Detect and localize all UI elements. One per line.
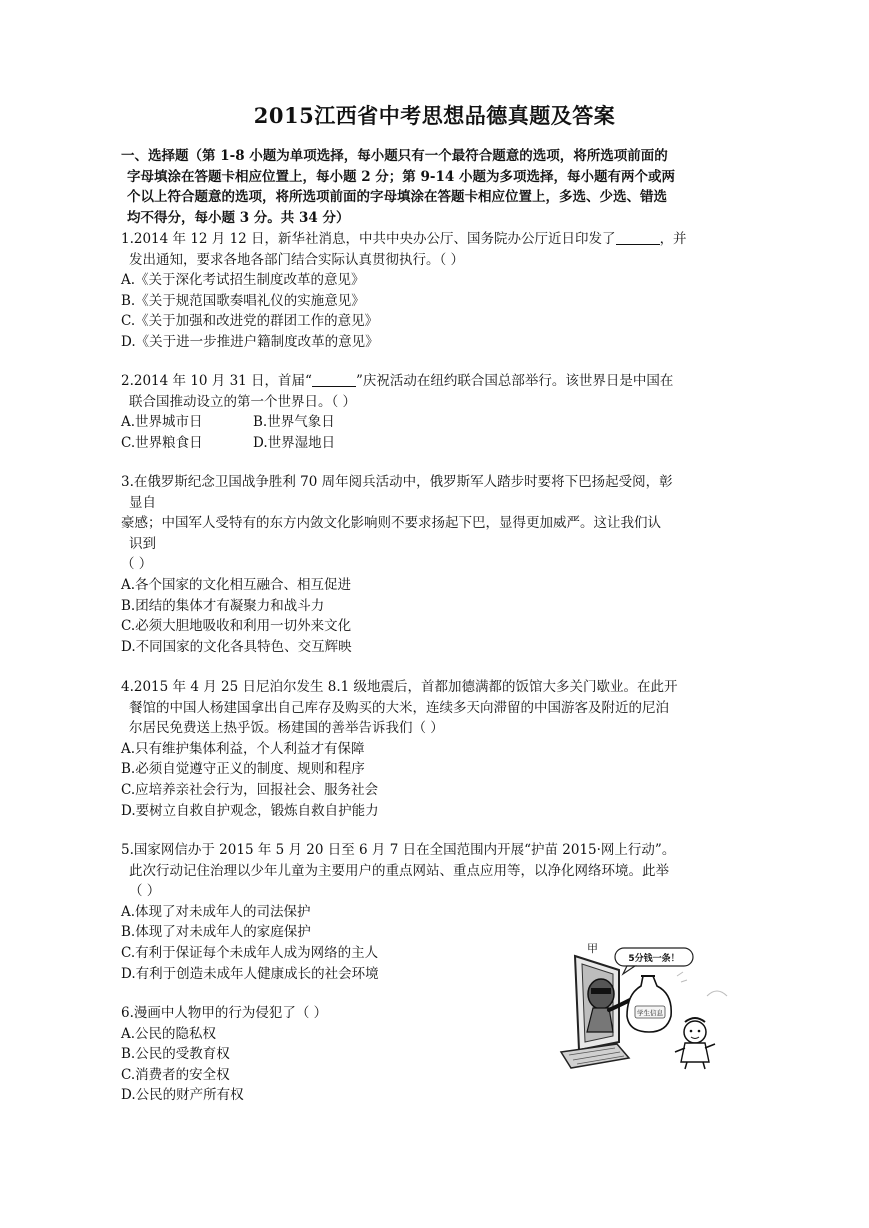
question-stem: 4.2015 年 4 月 25 日尼泊尔发生 8.1 级地震后，首都加德满都的饭馆大多关门歇业。在此开: [121, 679, 678, 695]
bubble-text: 5分钱一条！: [628, 954, 680, 964]
question-2: [121, 371, 741, 453]
question-stem: 识到: [129, 535, 156, 552]
answer-blank: [312, 372, 356, 387]
question-stem: 5.国家网信办于 2015 年 5 月 20 日至 6 月 7 日在全国范围内开展“护苗 2015·网上行动”。: [121, 842, 676, 858]
option-c: C.《关于加强和改进党的群团工作的意见》: [121, 313, 379, 330]
question-1: [121, 229, 741, 353]
stem-text: 2.2014 年 10 月 31 日，首届“: [121, 373, 312, 389]
question-stem: 发出通知，要求各地各部门结合实际认真贯彻执行。（ ）: [129, 251, 465, 268]
option-d: D.有利于创造未成年人健康成长的社会环境: [121, 965, 379, 982]
page-title: 2015江西省中考思想品德真题及答案: [253, 103, 616, 128]
child-figure: [684, 1021, 706, 1043]
option-a: A.世界城市日: [121, 414, 203, 431]
option-d: D.世界湿地日: [253, 434, 336, 451]
option-c: C.必须大胆地吸收和利用一切外来文化: [121, 618, 352, 635]
option-c: C.消费者的安全权: [121, 1066, 230, 1083]
option-d: D.不同国家的文化各具特色、交互辉映: [121, 638, 352, 655]
cartoon-illustration: [557, 936, 737, 1070]
question-stem: 餐馆的中国人杨建国拿出自己库存及购买的大米，连续多天向滞留的中国游客及附近的尼泊: [129, 699, 669, 716]
question-4: [121, 677, 741, 821]
stem-text: ”庆祝活动在纽约联合国总部举行。该世界日是中国在: [355, 373, 674, 389]
option-row: [121, 433, 741, 454]
instruction-line: 字母填涂在答题卡相应位置上，每小题 2 分；第 9-14 小题为多项选择，每小题有两个或两: [127, 168, 675, 185]
option-d: D.《关于进一步推进户籍制度改革的意见》: [121, 333, 379, 350]
question-stem: 联合国推动设立的第一个世界日。（ ）: [129, 393, 357, 410]
question-stem: 尔居民免费送上热乎饭。杨建国的善举告诉我们（ ）: [129, 720, 444, 737]
option-a: A.《关于深化考试招生制度改革的意见》: [121, 272, 365, 289]
section-instructions: [121, 146, 741, 228]
option-c: C.世界粮食日: [121, 434, 203, 451]
stem-text: ，并: [659, 231, 687, 247]
option-b: B.世界气象日: [253, 414, 335, 431]
option-b: B.团结的集体才有凝聚力和战斗力: [121, 597, 325, 614]
bag-icon: [627, 976, 671, 1032]
instruction-line: 一、选择题（第 1-8 小题为单项选择，每小题只有一个最符合题意的选项，将所选项前面的: [121, 148, 668, 164]
stem-text: 1.2014 年 12 月 12 日，新华社消息，中共中央办公厅、国务院办公厅近日印发了: [121, 231, 616, 247]
question-stem: 此次行动记住治理以少年儿童为主要用户的重点网站、重点应用等，以净化网络环境。此举: [129, 862, 669, 879]
option-c: C.有利于保证每个未成年人成为网络的主人: [121, 944, 379, 961]
option-b: B.体现了对未成年人的家庭保护: [121, 924, 311, 941]
instruction-line: 个以上符合题意的选项，将所选项前面的字母填涂在答题卡相应位置上，多选、少选、错选: [127, 189, 667, 205]
instruction-line: 均不得分，每小题 3 分。共 34 分）: [127, 209, 350, 226]
option-a: A.只有维护集体利益，个人利益才有保障: [121, 740, 365, 757]
question-3: [121, 472, 741, 657]
option-b: B.必须自觉遵守正义的制度、规则和程序: [121, 761, 365, 778]
question-stem: （ ）: [129, 883, 161, 900]
question-stem: 显自: [129, 494, 156, 511]
option-a: A.公民的隐私权: [121, 1025, 217, 1042]
question-stem: [121, 371, 741, 392]
option-b: B.《关于规范国歌奏唱礼仪的实施意见》: [121, 292, 365, 309]
question-stem: 3.在俄罗斯纪念卫国战争胜利 70 周年阅兵活动中，俄罗斯军人踏步时要将下巴扬起受阅，彰: [121, 474, 673, 490]
option-c: C.应培养亲社会行为，回报社会、服务社会: [121, 781, 379, 798]
option-b: B.公民的受教育权: [121, 1046, 230, 1063]
option-d: D.要树立自救自护观念，锻炼自救自护能力: [121, 802, 379, 819]
question-stem: （ ）: [121, 556, 153, 573]
option-row: [121, 412, 741, 433]
question-stem: [121, 229, 741, 250]
bag-text: 学生信息: [637, 1009, 663, 1017]
option-a: A.各个国家的文化相互融合、相互促进: [121, 576, 352, 593]
question-stem: 豪感；中国军人受特有的东方内敛文化影响则不要求扬起下巴，显得更加威严。这让我们认: [121, 515, 661, 532]
option-d: D.公民的财产所有权: [121, 1087, 244, 1104]
question-stem: 6.漫画中人物甲的行为侵犯了（ ）: [121, 1005, 328, 1021]
option-a: A.体现了对未成年人的司法保护: [121, 903, 311, 920]
answer-blank: [616, 230, 660, 245]
label-jia: 甲: [587, 942, 598, 955]
